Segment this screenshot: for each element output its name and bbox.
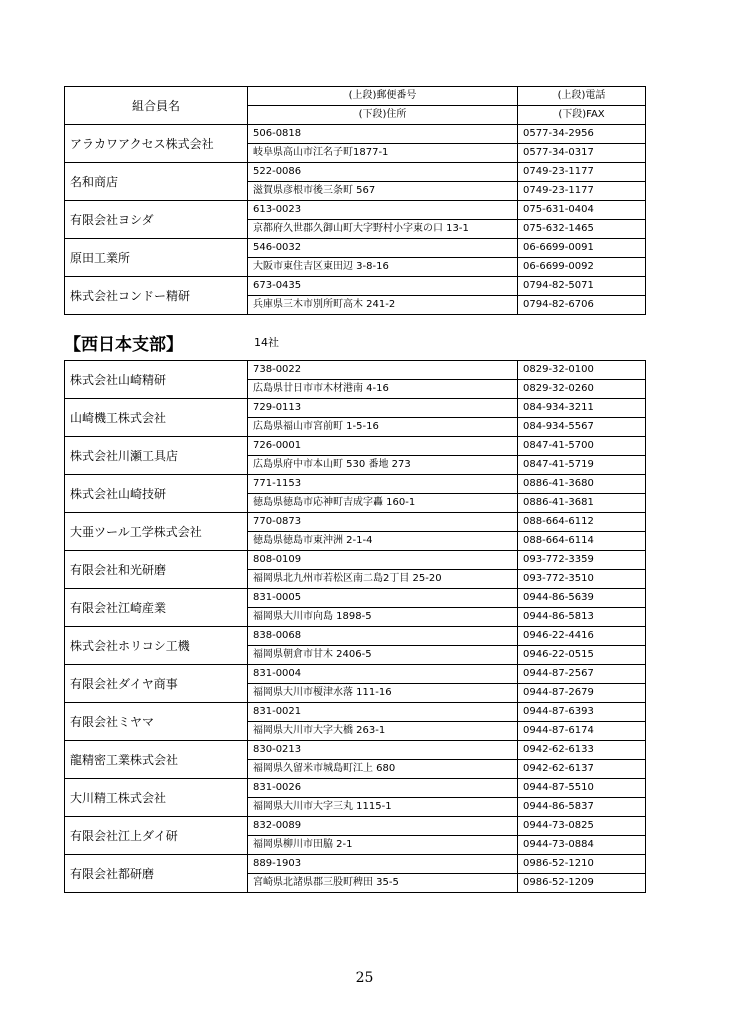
address: 京都府久世郡久御山町大字野村小字東の口 13-1	[248, 220, 518, 239]
phone-number: 0794-82-5071	[518, 277, 646, 296]
fax-number: 0847-41-5719	[518, 456, 646, 475]
postal-code: 808-0109	[248, 551, 518, 570]
company-name: 有限会社ダイヤ商事	[65, 665, 248, 703]
fax-number: 0944-87-6174	[518, 722, 646, 741]
company-name: 株式会社山崎精研	[65, 361, 248, 399]
phone-number: 0749-23-1177	[518, 163, 646, 182]
phone-number: 0986-52-1210	[518, 855, 646, 874]
company-name: 山崎機工株式会社	[65, 399, 248, 437]
table-row	[65, 779, 646, 798]
phone-number: 0944-87-5510	[518, 779, 646, 798]
address: 広島県府中市本山町 530 番地 273	[248, 456, 518, 475]
phone-number: 0944-86-5639	[518, 589, 646, 608]
address: 徳島県徳島市応神町吉成字轟 160-1	[248, 494, 518, 513]
header-address-top: (上段)郵便番号	[248, 87, 518, 106]
company-name: 龍精密工業株式会社	[65, 741, 248, 779]
postal-code: 522-0086	[248, 163, 518, 182]
company-name: 株式会社山崎技研	[65, 475, 248, 513]
phone-number: 0577-34-2956	[518, 125, 646, 144]
header-phone-top: (上段)電話	[518, 87, 646, 106]
table-row	[65, 475, 646, 494]
company-name: 名和商店	[65, 163, 248, 201]
postal-code: 831-0005	[248, 589, 518, 608]
company-name: 有限会社江上ダイ研	[65, 817, 248, 855]
member-table-2	[64, 360, 646, 893]
table-row	[65, 627, 646, 646]
postal-code: 546-0032	[248, 239, 518, 258]
address: 広島県廿日市市木材港南 4-16	[248, 380, 518, 399]
fax-number: 0886-41-3681	[518, 494, 646, 513]
fax-number: 0946-22-0515	[518, 646, 646, 665]
postal-code: 832-0089	[248, 817, 518, 836]
postal-code: 831-0021	[248, 703, 518, 722]
member-table-1-body	[65, 87, 646, 315]
member-table-1	[64, 86, 646, 315]
phone-number: 0944-73-0825	[518, 817, 646, 836]
phone-number: 06-6699-0091	[518, 239, 646, 258]
address: 広島県福山市宮前町 1-5-16	[248, 418, 518, 437]
section-title: 【西日本支部】	[64, 335, 183, 355]
address: 大阪市東住吉区東田辺 3-8-16	[248, 258, 518, 277]
postal-code: 831-0004	[248, 665, 518, 684]
fax-number: 0942-62-6137	[518, 760, 646, 779]
company-name: 有限会社江崎産業	[65, 589, 248, 627]
table-row	[65, 513, 646, 532]
phone-number: 088-664-6112	[518, 513, 646, 532]
address: 福岡県大川市向島 1898-5	[248, 608, 518, 627]
phone-number: 0944-87-6393	[518, 703, 646, 722]
phone-number: 093-772-3359	[518, 551, 646, 570]
table-row	[65, 551, 646, 570]
fax-number: 093-772-3510	[518, 570, 646, 589]
address: 徳島県徳島市東沖洲 2-1-4	[248, 532, 518, 551]
phone-number: 0942-62-6133	[518, 741, 646, 760]
header-member-name: 組合員名	[65, 87, 248, 125]
phone-number: 084-934-3211	[518, 399, 646, 418]
postal-code: 831-0026	[248, 779, 518, 798]
table-row	[65, 817, 646, 836]
fax-number: 06-6699-0092	[518, 258, 646, 277]
address: 福岡県久留米市城島町江上 680	[248, 760, 518, 779]
table-row	[65, 125, 646, 144]
company-name: 有限会社ミヤマ	[65, 703, 248, 741]
phone-number: 0886-41-3680	[518, 475, 646, 494]
fax-number: 0794-82-6706	[518, 296, 646, 315]
company-name: 有限会社和光研磨	[65, 551, 248, 589]
table-row	[65, 437, 646, 456]
table-row	[65, 163, 646, 182]
member-table-2-body	[65, 361, 646, 893]
company-name: 有限会社ヨシダ	[65, 201, 248, 239]
fax-number: 0944-87-2679	[518, 684, 646, 703]
postal-code: 889-1903	[248, 855, 518, 874]
address: 福岡県大川市大字三丸 1115-1	[248, 798, 518, 817]
page-number: 25	[355, 970, 374, 986]
address: 福岡県朝倉市甘木 2406-5	[248, 646, 518, 665]
phone-number: 0847-41-5700	[518, 437, 646, 456]
table-row	[65, 277, 646, 296]
table-row	[65, 239, 646, 258]
header-address-bottom: (下段)住所	[248, 106, 518, 125]
postal-code: 729-0113	[248, 399, 518, 418]
address: 福岡県大川市榎津水落 111-16	[248, 684, 518, 703]
table-row	[65, 399, 646, 418]
company-name: 大川精工株式会社	[65, 779, 248, 817]
table-row	[65, 741, 646, 760]
fax-number: 0749-23-1177	[518, 182, 646, 201]
company-name: 原田工業所	[65, 239, 248, 277]
postal-code: 770-0873	[248, 513, 518, 532]
postal-code: 771-1153	[248, 475, 518, 494]
address: 滋賀県彦根市後三条町 567	[248, 182, 518, 201]
address: 福岡県大川市大字大橋 263-1	[248, 722, 518, 741]
fax-number: 075-632-1465	[518, 220, 646, 239]
company-name: 株式会社コンドー精研	[65, 277, 248, 315]
fax-number: 0986-52-1209	[518, 874, 646, 893]
table-row	[65, 855, 646, 874]
fax-number: 0944-86-5813	[518, 608, 646, 627]
postal-code: 726-0001	[248, 437, 518, 456]
section-count: 14社	[254, 336, 279, 349]
phone-number: 0944-87-2567	[518, 665, 646, 684]
company-name: 大亜ツール工学株式会社	[65, 513, 248, 551]
fax-number: 088-664-6114	[518, 532, 646, 551]
table-row	[65, 589, 646, 608]
fax-number: 084-934-5567	[518, 418, 646, 437]
fax-number: 0944-86-5837	[518, 798, 646, 817]
company-name: 有限会社都研磨	[65, 855, 248, 893]
phone-number: 0946-22-4416	[518, 627, 646, 646]
address: 宮崎県北諸県郡三股町稗田 35-5	[248, 874, 518, 893]
postal-code: 506-0818	[248, 125, 518, 144]
fax-number: 0944-73-0884	[518, 836, 646, 855]
postal-code: 838-0068	[248, 627, 518, 646]
address: 兵庫県三木市別所町高木 241-2	[248, 296, 518, 315]
table-header-row	[65, 87, 646, 106]
postal-code: 673-0435	[248, 277, 518, 296]
company-name: アラカワアクセス株式会社	[65, 125, 248, 163]
address: 福岡県北九州市若松区南二島2丁目 25-20	[248, 570, 518, 589]
postal-code: 613-0023	[248, 201, 518, 220]
table-row	[65, 665, 646, 684]
phone-number: 0829-32-0100	[518, 361, 646, 380]
table-row	[65, 361, 646, 380]
fax-number: 0577-34-0317	[518, 144, 646, 163]
postal-code: 738-0022	[248, 361, 518, 380]
header-phone-bottom: (下段)FAX	[518, 106, 646, 125]
fax-number: 0829-32-0260	[518, 380, 646, 399]
phone-number: 075-631-0404	[518, 201, 646, 220]
postal-code: 830-0213	[248, 741, 518, 760]
table-row	[65, 201, 646, 220]
company-name: 株式会社川瀬工具店	[65, 437, 248, 475]
address: 岐阜県高山市江名子町1877-1	[248, 144, 518, 163]
address: 福岡県柳川市田脇 2-1	[248, 836, 518, 855]
company-name: 株式会社ホリコシ工機	[65, 627, 248, 665]
table-row	[65, 703, 646, 722]
